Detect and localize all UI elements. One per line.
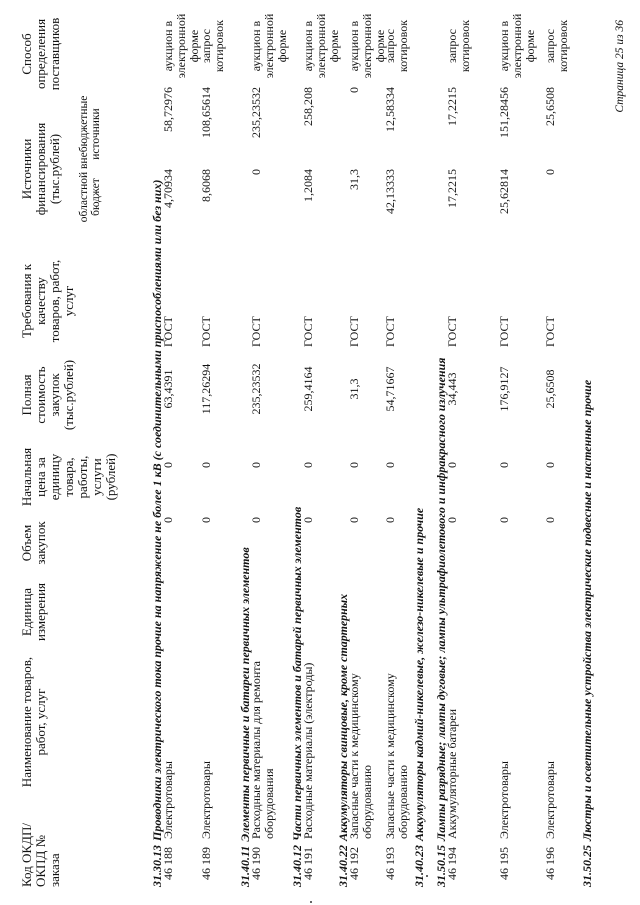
quality-requirement: ГОСТ <box>347 316 361 347</box>
regional-budget: 0 <box>543 169 557 175</box>
volume: 0 <box>543 517 557 523</box>
extrabudget-funds: 151,28456 <box>497 87 511 138</box>
total-cost: 25,6508 <box>543 369 557 409</box>
regional-budget: 31,3 <box>347 169 361 190</box>
volume: 0 <box>383 517 397 523</box>
item-name: Запасные части к медицинскому оборудованию <box>383 673 410 839</box>
okdp-code: 31.30.13 <box>150 845 164 887</box>
header-method: Способ определения поставщиков <box>19 17 62 91</box>
section-title: Элементы первичные и батареи первичных элементов <box>238 547 252 842</box>
total-cost: 176,9127 <box>497 366 511 412</box>
header-extrabudget: внебюджетные источники <box>78 95 102 169</box>
order-number: 46 190 <box>249 847 263 880</box>
extrabudget-funds: 12,58334 <box>383 87 397 132</box>
header-requirements: Требования к качеству товаров, работ, услуг <box>19 259 76 343</box>
okdp-code: 31.40.23 <box>412 845 426 887</box>
procurement-method: запрос котировок <box>199 19 226 73</box>
volume: 0 <box>161 517 175 523</box>
unit-price: 0 <box>347 462 361 468</box>
header-unit: Единица измерения <box>19 582 48 642</box>
okdp-code: 31.50.15 <box>434 845 448 887</box>
item-name: Электротовары <box>199 761 213 839</box>
regional-budget: 0 <box>249 169 263 175</box>
quality-requirement: ГОСТ <box>249 316 263 347</box>
extrabudget-funds: 235,23532 <box>249 87 263 138</box>
item-name: Запасные части к медицинскому оборудованию <box>347 673 374 839</box>
procurement-method: аукцион в электронной форме <box>161 13 201 79</box>
quality-requirement: ГОСТ <box>161 316 175 347</box>
header-volume: Объем закупок <box>19 521 48 565</box>
order-number: 46 193 <box>383 847 397 880</box>
unit-price: 0 <box>301 462 315 468</box>
unit-price: 0 <box>543 462 557 468</box>
extrabudget-funds: 25,6508 <box>543 87 557 126</box>
section-title: Аккумуляторы кадмий-никелевые, железо-никелевые и прочие <box>412 507 426 841</box>
okdp-code: 31.40.11 <box>238 845 252 887</box>
okdp-code: 31.50.25 <box>580 845 594 887</box>
scan-speck <box>426 875 428 877</box>
procurement-method: аукцион в электронной форме <box>301 13 341 79</box>
header-regional: областной бюджет <box>78 171 102 223</box>
quality-requirement: ГОСТ <box>497 316 511 347</box>
extrabudget-funds: 108,65614 <box>199 87 213 138</box>
order-number: 46 188 <box>161 847 175 880</box>
volume: 0 <box>249 517 263 523</box>
header-code: Код ОКДП/ ОКПД № заказа <box>19 823 62 887</box>
order-number: 46 191 <box>301 847 315 880</box>
page-footer: Страница 25 из 36 <box>614 20 626 113</box>
procurement-method: запрос котировок <box>445 19 472 73</box>
regional-budget: 1,2084 <box>301 169 315 202</box>
header-name: Наименование товаров, работ, услуг <box>19 656 48 788</box>
item-name: Расходные материалы (электроды) <box>301 662 315 839</box>
unit-price: 0 <box>249 462 263 468</box>
okdp-code: 31.40.22 <box>336 845 350 887</box>
regional-budget: 8,6068 <box>199 169 213 202</box>
total-cost: 259,4164 <box>301 366 315 412</box>
unit-price: 0 <box>161 462 175 468</box>
unit-price: 0 <box>199 462 213 468</box>
procurement-method: аукцион в электронной форме <box>497 13 537 79</box>
volume: 0 <box>497 517 511 523</box>
unit-price: 0 <box>497 462 511 468</box>
regional-budget: 42,13333 <box>383 169 397 214</box>
extrabudget-funds: 58,72976 <box>161 87 175 132</box>
volume: 0 <box>199 517 213 523</box>
section-heading <box>412 508 427 887</box>
total-cost: 235,23532 <box>249 363 263 415</box>
extrabudget-funds: 17,2215 <box>445 87 459 126</box>
regional-budget: 4,70934 <box>161 169 175 208</box>
scan-speck <box>310 901 312 903</box>
order-number: 46 192 <box>347 847 361 880</box>
total-cost: 63,4391 <box>161 369 175 409</box>
total-cost: 117,26294 <box>199 363 213 415</box>
header-total: Полная стоимость закупок (тыс.рублей) <box>19 359 76 431</box>
section-title: Лампы разрядные; лампы дуговые; лампы ультрафиолетового и инфракрасного излучения <box>434 357 448 841</box>
total-cost: 31,3 <box>347 378 361 400</box>
item-name: Расходные материалы для ремонта оборудования <box>249 661 276 839</box>
procurement-method: аукцион в электронной форме <box>249 13 289 79</box>
total-cost: 34,443 <box>445 372 459 406</box>
procurement-method: запрос котировок <box>543 19 570 73</box>
extrabudget-funds: 258,208 <box>301 87 315 126</box>
procurement-method: запрос котировок <box>383 19 410 73</box>
volume: 0 <box>301 517 315 523</box>
section-title: Люстры и осветительные устройства электрические подвесные и настенные прочие <box>580 379 594 841</box>
item-name: Электротовары <box>497 761 511 839</box>
order-number: 46 194 <box>445 847 459 880</box>
section-title: Аккумуляторы свинцовые, кроме стартерных <box>336 593 350 841</box>
header-price: Начальная цена за единицу товара, работы, услуги (рублей) <box>19 447 118 507</box>
order-number: 46 189 <box>199 847 213 880</box>
order-number: 46 196 <box>543 847 557 880</box>
regional-budget: 25,62814 <box>497 169 511 214</box>
order-number: 46 195 <box>497 847 511 880</box>
quality-requirement: ГОСТ <box>199 316 213 347</box>
item-name: Аккумуляторные батареи <box>445 708 459 839</box>
section-heading <box>434 358 449 887</box>
unit-price: 0 <box>383 462 397 468</box>
regional-budget: 17,2215 <box>445 169 459 208</box>
total-cost: 54,71667 <box>383 366 397 412</box>
item-name: Электротовары <box>543 761 557 839</box>
quality-requirement: ГОСТ <box>301 316 315 347</box>
quality-requirement: ГОСТ <box>445 316 459 347</box>
quality-requirement: ГОСТ <box>543 316 557 347</box>
item-name: Электротовары <box>161 761 175 839</box>
section-heading <box>580 380 595 887</box>
unit-price: 0 <box>445 462 459 468</box>
extrabudget-funds: 0 <box>347 87 361 93</box>
okdp-code: 31.40.12 <box>290 845 304 887</box>
volume: 0 <box>445 517 459 523</box>
quality-requirement: ГОСТ <box>383 316 397 347</box>
procurement-method: аукцион в электронной форме <box>347 13 387 79</box>
section-title: Проводники электрического тока прочие на напряжение не более 1 кВ (с соединительными приспособлениями или без них) <box>150 179 164 841</box>
header-sources: Источники финансирования (тыс.рублей) <box>19 122 62 216</box>
section-title: Части первичных элементов и батарей первичных элементов <box>290 506 304 841</box>
volume: 0 <box>347 517 361 523</box>
